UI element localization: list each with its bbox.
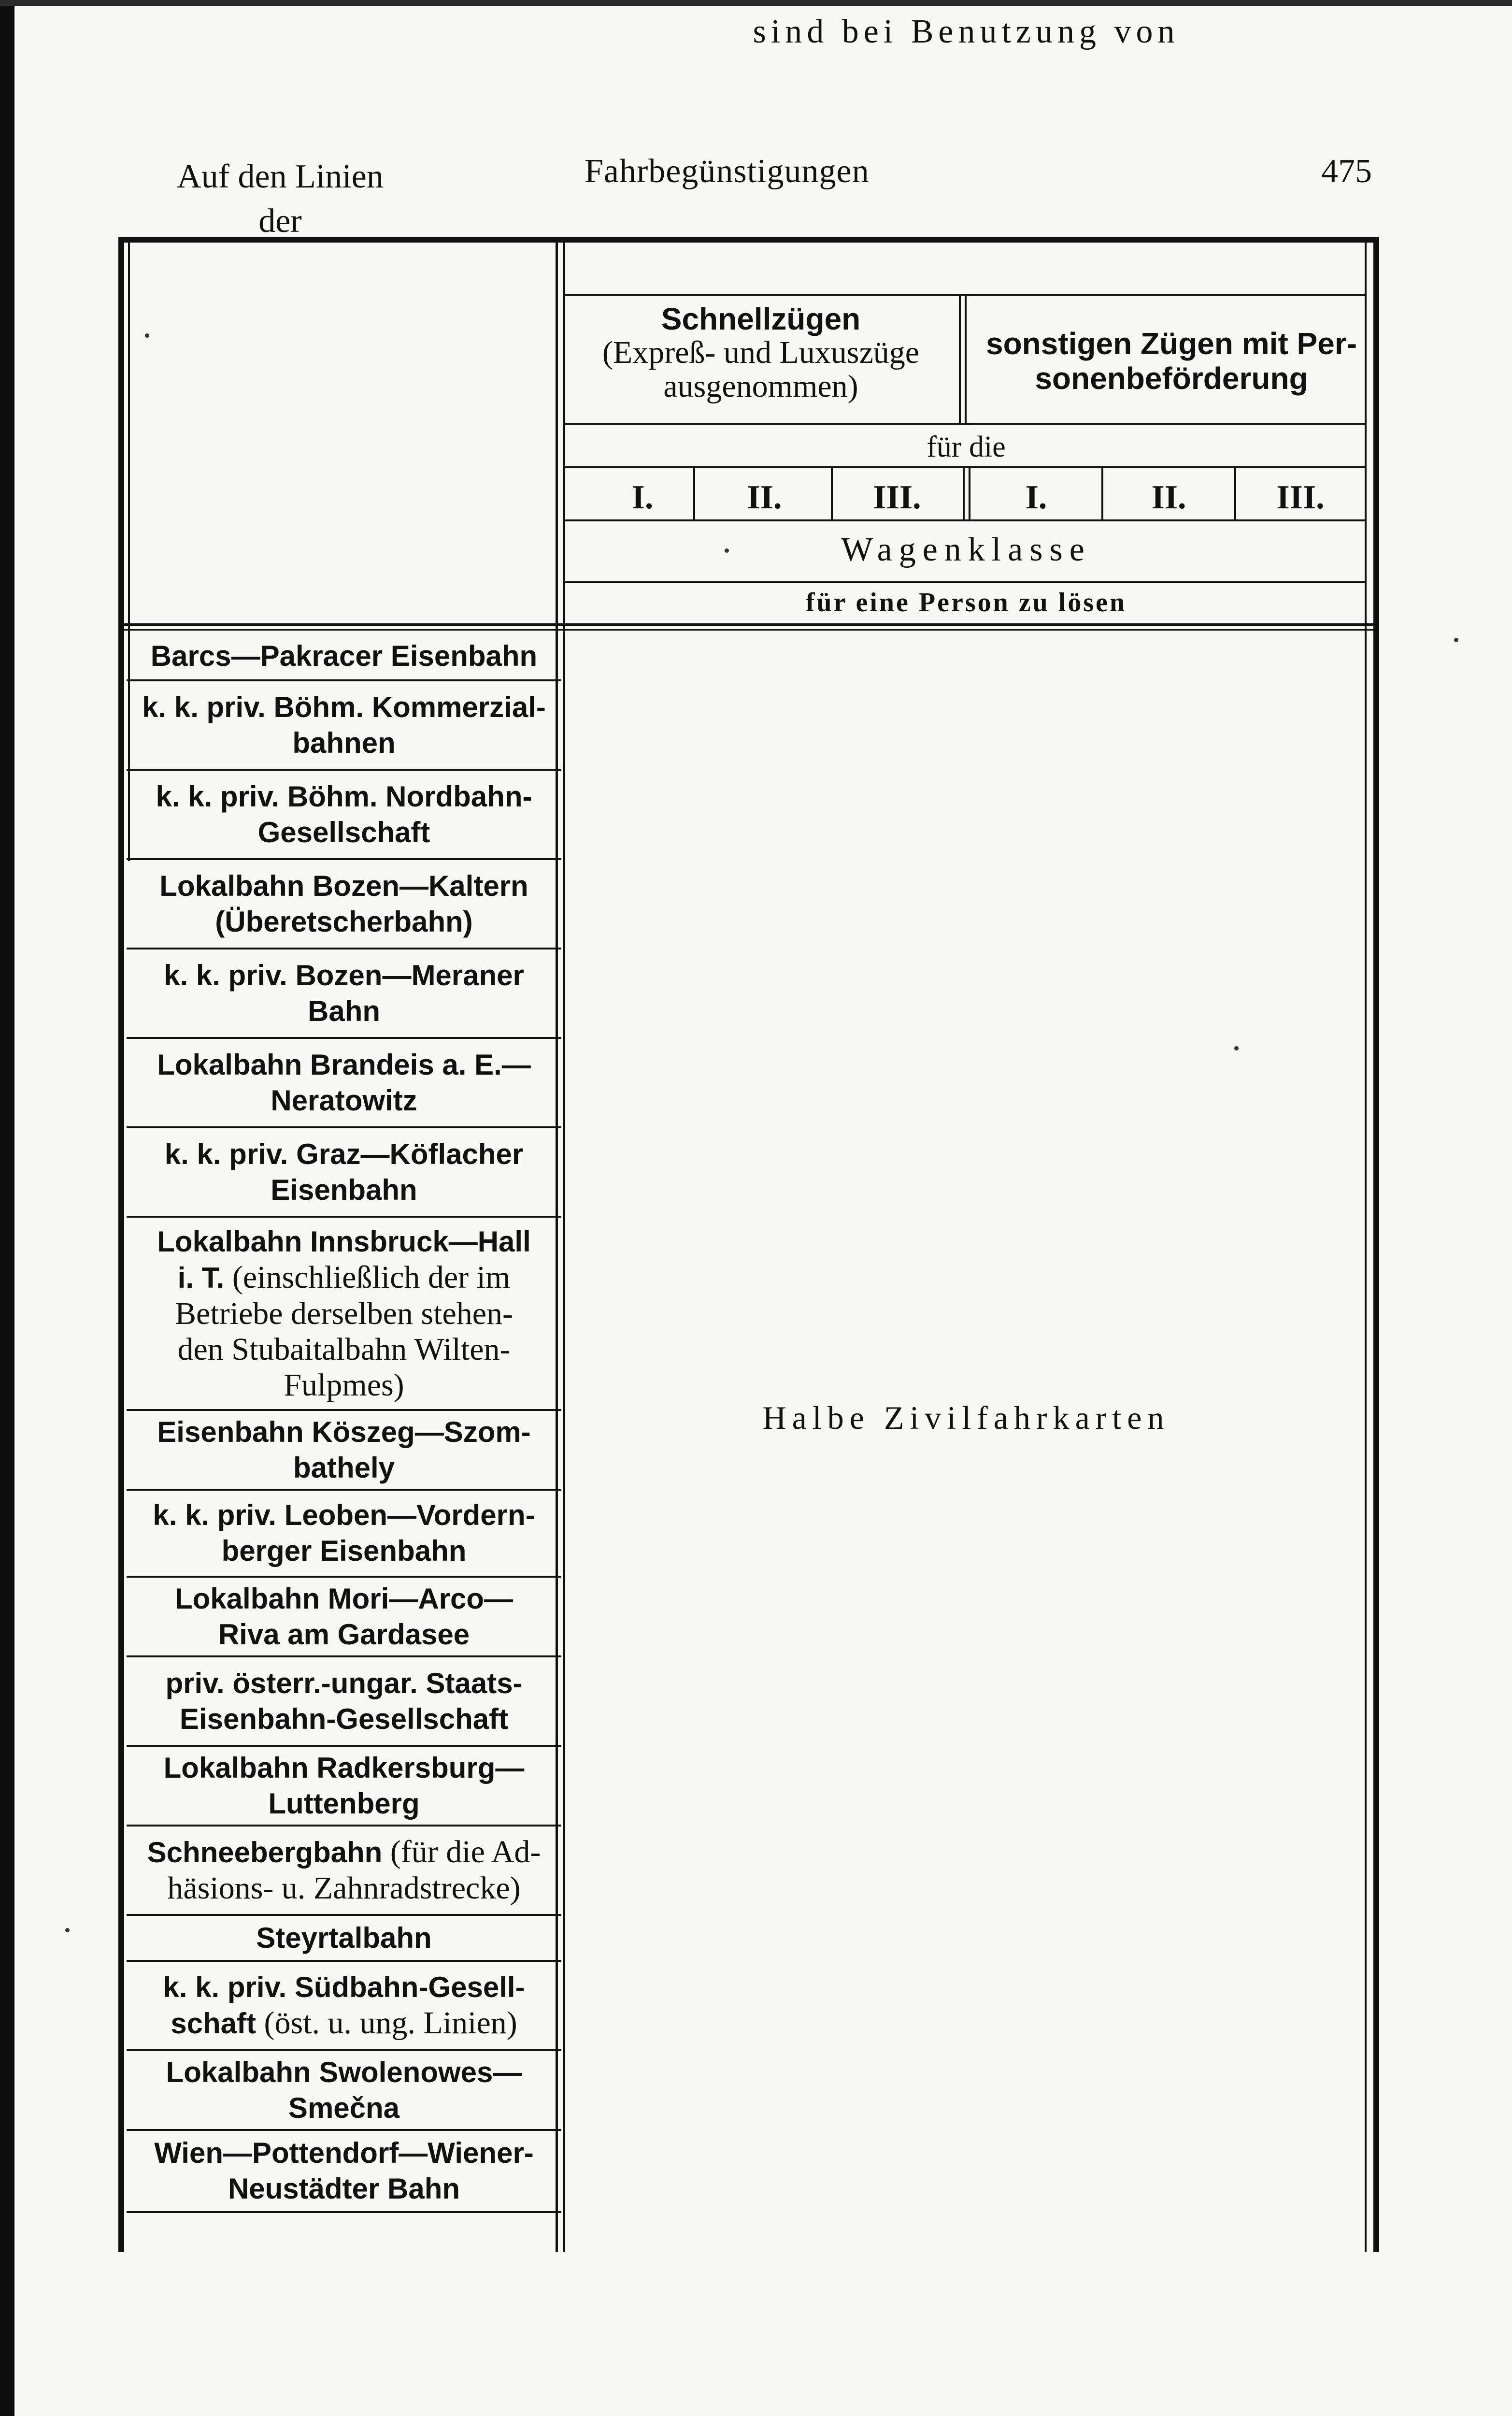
scan-speck — [145, 333, 149, 338]
line-note: (für die Ad- — [382, 1834, 541, 1870]
lines-column-header — [29, 155, 531, 244]
table-row — [127, 681, 561, 771]
line-name: Smečna — [288, 2091, 400, 2124]
class-label: III. — [873, 479, 921, 516]
railway-lines-list — [127, 633, 561, 2213]
line-name: k. k. priv. Graz—Köflacher — [164, 1137, 524, 1170]
line-name: k. k. priv. Böhm. Nordbahn- — [156, 780, 532, 813]
line-name: (Überetscherbahn) — [215, 905, 473, 938]
line-name: schaft — [171, 2007, 256, 2040]
line-name: Riva am Gardasee — [218, 1618, 470, 1651]
table-row — [127, 1747, 561, 1826]
lines-column-header-line: der — [258, 202, 302, 240]
express-group-note: ausgenommen) — [663, 369, 858, 404]
table-row — [127, 1657, 561, 1747]
other-trains-line: sonstigen Zügen mit Per- — [985, 326, 1357, 361]
group-divider — [965, 294, 967, 423]
line-name: k. k. priv. Leoben—Vordern- — [153, 1499, 535, 1531]
for-the-label: für die — [927, 431, 1006, 463]
line-name: Steyrtalbahn — [256, 1921, 432, 1954]
column-divider — [563, 243, 565, 2252]
line-name: Lokalbahn Bozen—Kaltern — [159, 869, 528, 902]
line-note: den Stubaitalbahn Wilten- — [177, 1331, 511, 1367]
line-note: (einschließlich der im — [224, 1259, 511, 1295]
class-label: III. — [1276, 479, 1325, 516]
line-name: Lokalbahn Radkersburg— — [163, 1751, 525, 1784]
line-name: Barcs—Pakracer Eisenbahn — [150, 640, 538, 672]
scan-speck — [1234, 1046, 1239, 1050]
line-name: Gesellschaft — [257, 816, 430, 848]
other-trains-line: sonenbeförderung — [1035, 361, 1308, 396]
line-note: Betriebe derselben stehen- — [174, 1295, 514, 1331]
line-name: Neustädter Bahn — [228, 2172, 460, 2205]
table-row — [127, 633, 561, 681]
fare-rate-text: Halbe Zivilfahrkarten — [762, 1399, 1170, 1436]
line-note: Fulpmes) — [284, 1367, 404, 1403]
line-name: bathely — [293, 1451, 395, 1484]
other-trains-group-header — [973, 326, 1369, 396]
page-number: 475 — [1321, 153, 1372, 190]
usage-heading: sind bei Benutzung von — [753, 13, 1180, 50]
header-bottom-rule — [124, 629, 1373, 631]
express-group-note: (Expreß- und Luxuszüge — [602, 335, 920, 370]
table-row — [127, 1916, 561, 1962]
header-bottom-rule — [124, 623, 1373, 626]
express-group-header — [560, 302, 961, 403]
line-name: Schneebergbahn — [147, 1836, 383, 1869]
line-name: priv. österr.-ungar. Staats- — [165, 1667, 523, 1699]
class-divider — [963, 466, 965, 519]
line-name: Eisenbahn — [271, 1173, 417, 1206]
table-row — [127, 860, 561, 949]
car-class-label: Wagenklasse — [841, 531, 1091, 568]
line-name: Lokalbahn Mori—Arco— — [174, 1582, 514, 1615]
scan-speck — [65, 1928, 70, 1932]
table-left-rule — [118, 237, 124, 2252]
scan-speck — [1454, 638, 1458, 642]
scan-speck — [725, 548, 729, 553]
table-row — [127, 2051, 561, 2131]
line-name: k. k. priv. Bozen—Meraner — [164, 959, 524, 992]
line-name: berger Eisenbahn — [221, 1535, 467, 1567]
class-label: I. — [631, 479, 654, 516]
line-name: Bahn — [308, 994, 380, 1027]
header-rule — [565, 466, 1365, 468]
table-row — [127, 2131, 561, 2213]
table-row — [127, 1962, 561, 2051]
scan-edge-left — [0, 0, 14, 2416]
line-name: k. k. priv. Böhm. Kommerzial- — [142, 690, 546, 723]
line-name: Eisenbahn Köszeg—Szom- — [157, 1415, 531, 1448]
line-name: Eisenbahn-Gesellschaft — [179, 1702, 509, 1735]
class-label: II. — [747, 479, 782, 516]
line-name: Lokalbahn Innsbruck—Hall — [157, 1225, 531, 1258]
express-group-title: Schnellzügen — [661, 302, 861, 336]
table-row — [127, 771, 561, 860]
table-row — [127, 1826, 561, 1916]
scan-edge-top — [0, 0, 1512, 6]
class-divider — [969, 466, 970, 519]
table-inner-right-rule — [1365, 243, 1367, 2252]
line-name: Lokalbahn Swolenowes— — [166, 2056, 522, 2088]
line-note: häsions- u. Zahnradstrecke) — [167, 1870, 521, 1906]
table-row — [127, 1491, 561, 1578]
per-person-note: für eine Person zu lösen — [805, 588, 1127, 618]
running-header: Fahrbegünstigungen — [585, 153, 870, 190]
header-rule — [565, 519, 1365, 521]
table-row — [127, 1128, 561, 1218]
line-name: k. k. priv. Südbahn-Gesell- — [163, 1971, 525, 2003]
table-row — [127, 949, 561, 1039]
line-name: bahnen — [292, 726, 396, 759]
class-label: I. — [1025, 479, 1047, 516]
table-row — [127, 1578, 561, 1657]
table-row — [127, 1411, 561, 1491]
line-name: Luttenberg — [268, 1787, 420, 1820]
line-note: (öst. u. ung. Linien) — [256, 2005, 517, 2041]
class-label: II. — [1151, 479, 1186, 516]
header-rule — [565, 423, 1365, 425]
table-right-rule — [1373, 237, 1379, 2252]
line-name: i. T. — [177, 1261, 225, 1294]
line-name: Neratowitz — [271, 1084, 417, 1117]
lines-column-header-line: Auf den Linien — [177, 158, 384, 195]
header-rule — [565, 581, 1365, 583]
table-row — [127, 1039, 561, 1128]
line-name: Lokalbahn Brandeis a. E.— — [157, 1048, 531, 1081]
line-name: Wien—Pottendorf—Wiener- — [154, 2137, 534, 2169]
table-row — [127, 1218, 561, 1411]
